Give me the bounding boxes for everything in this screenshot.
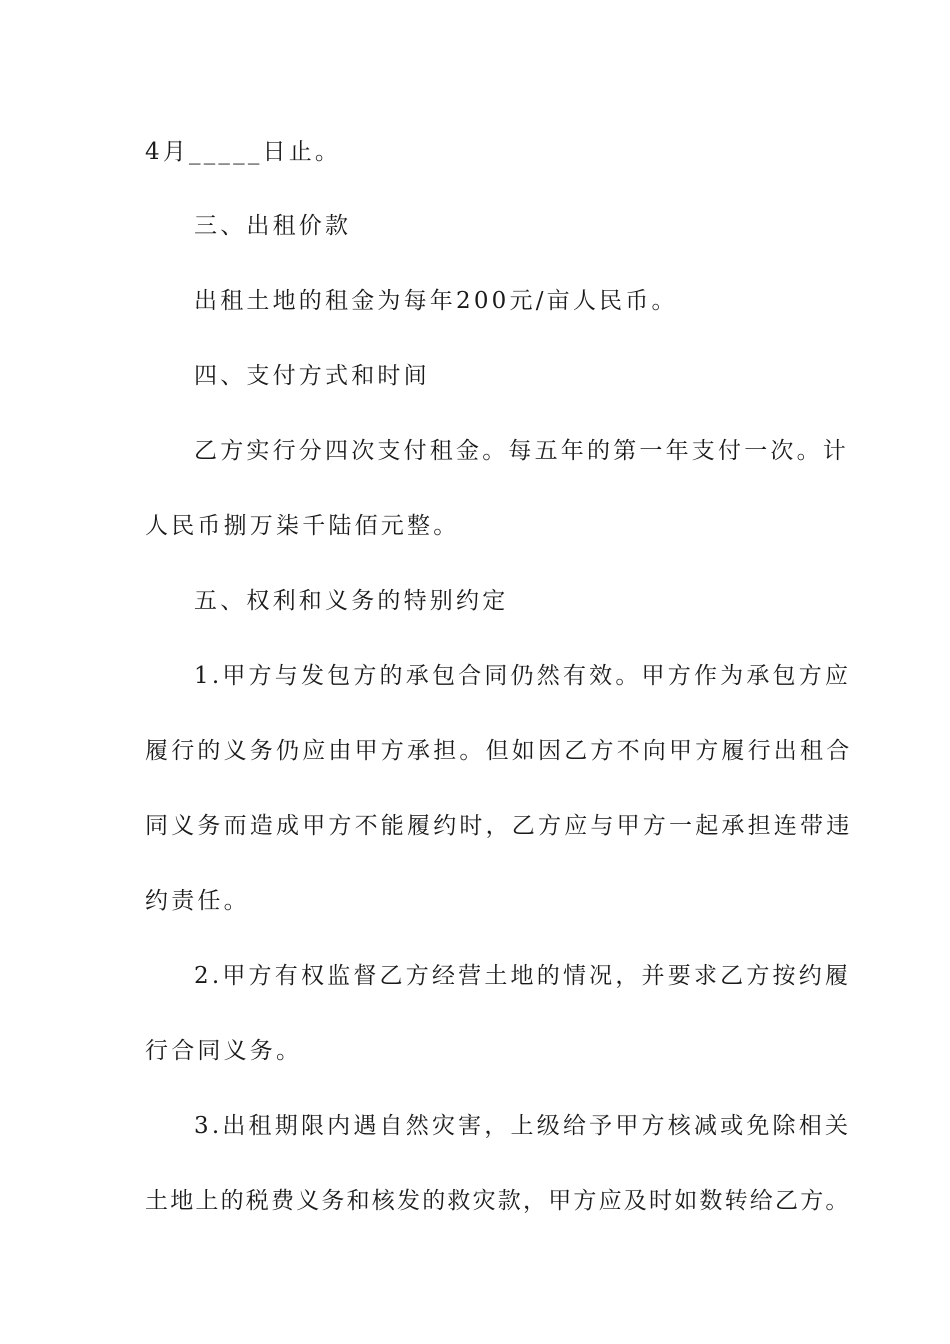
text-line-clause1-3: 同义务而造成甲方不能履约时，乙方应与甲方一起承担连带违 xyxy=(145,813,853,839)
section-heading-rent-price: 三、出租价款 xyxy=(194,213,352,239)
text-line-clause1-2: 履行的义务仍应由甲方承担。但如因乙方不向甲方履行出租合 xyxy=(145,738,853,764)
text-line-clause2-1: 2.甲方有权监督乙方经营土地的情况，并要求乙方按约履 xyxy=(194,963,852,989)
text-line-payment-1: 乙方实行分四次支付租金。每五年的第一年支付一次。计 xyxy=(194,438,849,464)
text-line-rent-amount: 出租土地的租金为每年200元/亩人民币。 xyxy=(194,288,678,314)
text-line-payment-2: 人民币捌万柒千陆佰元整。 xyxy=(145,513,460,539)
section-heading-payment: 四、支付方式和时间 xyxy=(194,363,430,389)
text-line-clause3-2: 土地上的税费义务和核发的救灾款，甲方应及时如数转给乙方。 xyxy=(145,1188,851,1214)
text-line-clause1-1: 1.甲方与发包方的承包合同仍然有效。甲方作为承包方应 xyxy=(194,663,852,689)
text-line-clause2-2: 行合同义务。 xyxy=(145,1038,303,1064)
text-line-date-end: 4月_____日止。 xyxy=(145,139,342,165)
text-line-clause1-4: 约责任。 xyxy=(145,888,250,914)
text-line-clause3-1: 3.出租期限内遇自然灾害，上级给予甲方核减或免除相关 xyxy=(194,1113,852,1139)
section-heading-rights-duties: 五、权利和义务的特别约定 xyxy=(194,588,509,614)
